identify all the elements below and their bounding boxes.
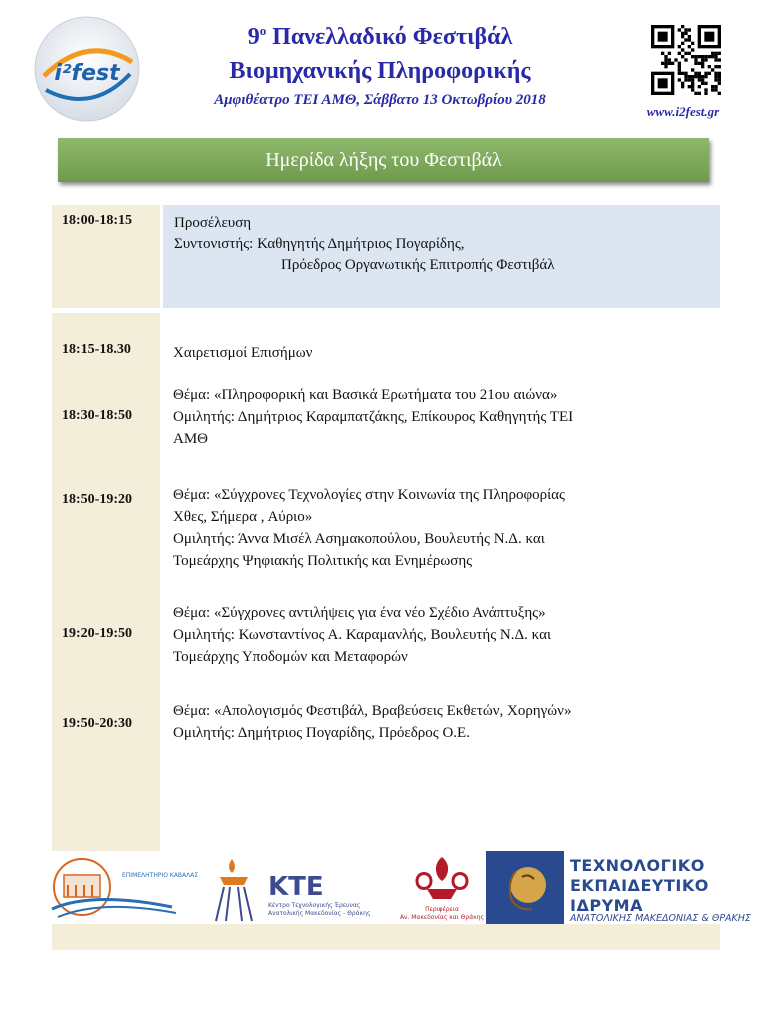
schedule-entry	[173, 484, 713, 572]
first-row-line: Συντονιστής: Καθηγητής Δημήτριος Πογαρίδης,	[174, 236, 465, 252]
time-label: 19:50-20:30	[62, 716, 132, 731]
first-row-content-cell	[163, 205, 720, 308]
region-line2: Αν. Μακεδονίας και Θράκης	[399, 914, 485, 921]
entry-line: Τομεάρχης Ψηφιακής Πολιτικής και Ενημέρωσης	[173, 553, 473, 569]
title-number: 9	[247, 24, 260, 50]
first-row-time-cell	[52, 205, 160, 308]
first-row-time: 18:00-18:15	[62, 213, 132, 228]
time-column	[52, 313, 160, 851]
kte-logo	[210, 851, 370, 924]
section-banner: Ημερίδα λήξης του Φεστιβάλ	[58, 138, 709, 182]
tei-line: ΤΕΧΝΟΛΟΓΙΚΟ	[570, 856, 705, 875]
page-title-line1	[150, 24, 610, 51]
entry-line: Θέμα: «Πληροφορική και Βασικά Ερωτήματα του 21ου αιώνα»	[173, 387, 558, 403]
qr-code-icon	[651, 25, 721, 95]
schedule-entry	[173, 384, 713, 450]
title-line1-rest: Πανελλαδικό Φεστιβάλ	[266, 24, 513, 50]
entry-line: Θέμα: «Απολογισμός Φεστιβάλ, Βραβεύσεις Εκθετών, Χορηγών»	[173, 703, 572, 719]
chamber-text: ΕΠΙΜΕΛΗΤΗΡΙΟ ΚΑΒΑΛΑΣ	[122, 872, 199, 879]
kte-name: ΚΤΕ	[268, 872, 324, 902]
schedule-entry	[173, 602, 713, 668]
first-row-line: Προσέλευση	[174, 215, 252, 231]
website-link[interactable]: www.i2fest.gr	[646, 104, 720, 119]
entry-line: ΑΜΘ	[173, 431, 209, 447]
first-row-lines	[174, 213, 555, 276]
tei-subtitle: ΑΝΑΤΟΛΙΚΗΣ ΜΑΚΕΔΟΝΙΑΣ & ΘΡΑΚΗΣ	[570, 913, 751, 924]
entry-line: Χαιρετισμοί Επισήμων	[173, 345, 313, 361]
entry-line: Ομιλητής: Άννα Μισέλ Ασημακοπούλου, Βουλευτής Ν.Δ. και	[173, 531, 545, 547]
time-label: 18:30-18:50	[62, 408, 132, 423]
entry-line: Ομιλητής: Δημήτριος Πογαρίδης, Πρόεδρος Ο.Ε.	[173, 725, 470, 741]
i2fest-logo	[32, 14, 142, 124]
tei-line: ΙΔΡΥΜΑ	[570, 896, 643, 915]
region-logo	[397, 851, 487, 924]
entry-line: Ομιλητής: Κωνσταντίνος Α. Καραμανλής, Βουλευτής Ν.Δ. και	[173, 627, 551, 643]
kte-sub1: Κέντρο Τεχνολογικής Έρευνας	[268, 902, 361, 909]
title-superscript: ο	[259, 23, 267, 38]
schedule-entry	[173, 342, 713, 364]
chamber-logo	[52, 851, 199, 924]
logo-text: i²fest	[54, 61, 120, 86]
page-title-line2: Βιομηχανικής Πληροφορικής	[229, 58, 531, 84]
entry-line: Τομεάρχης Υποδομών και Μεταφορών	[173, 649, 408, 665]
footer-band	[52, 924, 720, 950]
tei-line: ΕΚΠΑΙΔΕΥΤΙΚΟ	[570, 876, 709, 895]
schedule-entry	[173, 700, 713, 744]
kte-sub2: Ανατολικής Μακεδονίας - Θράκης	[268, 910, 371, 917]
event-subtitle: Αμφιθέατρο ΤΕΙ ΑΜΘ, Σάββατο 13 Οκτωβρίου 2018	[214, 92, 546, 108]
time-label: 18:50-19:20	[62, 492, 132, 507]
time-label: 18:15-18.30	[62, 342, 131, 357]
entry-line: Ομιλητής: Δημήτριος Καραμπατζάκης, Επίκουρος Καθηγητής ΤΕΙ	[173, 409, 574, 425]
region-line1: Περιφέρεια	[425, 906, 459, 913]
entry-line: Θέμα: «Σύγχρονες Τεχνολογίες στην Κοινωνία της Πληροφορίας	[173, 487, 565, 503]
entry-line: Θέμα: «Σύγχρονες αντιλήψεις για ένα νέο Σχέδιο Ανάπτυξης»	[173, 605, 546, 621]
first-row-line: Πρόεδρος Οργανωτικής Επιτροπής Φεστιβάλ	[281, 257, 555, 273]
entry-line: Χθες, Σήμερα , Αύριο»	[173, 509, 313, 525]
tei-logo	[486, 851, 564, 924]
schedule-first-row	[52, 205, 720, 308]
time-label: 19:20-19:50	[62, 626, 132, 641]
